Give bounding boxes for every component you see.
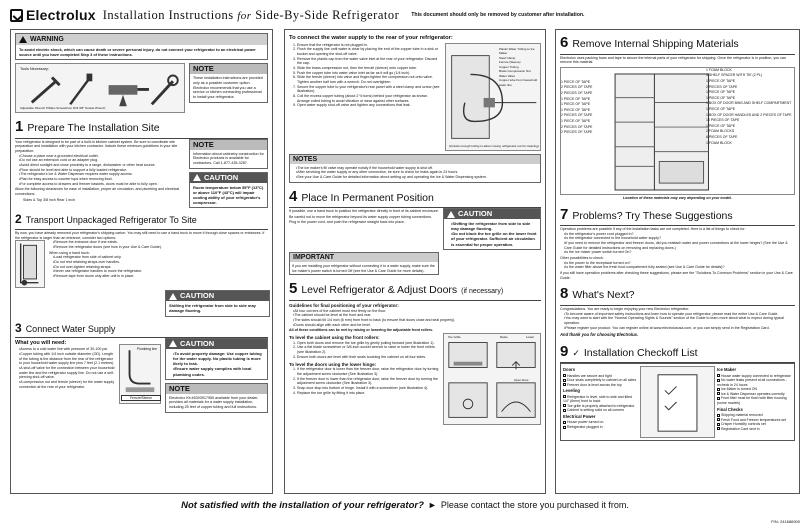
list-item: • Do not rest retaining straps over handles. <box>53 260 268 265</box>
list-item: • You may want to start with the "Normal Operating Sights & Sounds" section of the Guide to learn more about what to expect during typical operation. <box>564 316 795 325</box>
diagram-label: Plastic Water Tubing to Ice Maker <box>499 46 535 56</box>
list-item: • To avoid property damage: Use copper tubing for the water supply. No plastic tubing is more likely to leak. <box>173 351 264 367</box>
step-item: 8. Coil the excess copper tubing (about 2 ½ turns) behind your refrigerator as shown. Arrange coiled tubing to avoid vibration or wear against other surfaces. <box>297 94 441 103</box>
fridge-label: 1 PIECE OF TAPE <box>561 107 591 112</box>
list-item: • Is the power to the receptacle turned on? <box>564 261 795 266</box>
fridge-label: 10 PIECES OF TAPE <box>706 118 740 123</box>
page-footer <box>10 498 800 514</box>
header-notice: This document should only be removed by customer after installation. <box>411 11 585 18</box>
note-text: These installation instructions are provided only as a possible customer option. Electrolux recommends that you use a service or kitchen contracting professional to install your refrigerator. <box>192 76 263 100</box>
list-item: • Ensure water supply complies with local plumbing codes. <box>173 366 264 376</box>
section-title-text: Level Refrigerator & Adjust Doors <box>301 284 458 297</box>
check-power-heading: Electrical Power <box>563 413 596 419</box>
fridge-label: 1 FOAM BLOCK <box>706 67 732 72</box>
list-item: • Floor should be level and able to support a fully loaded refrigerator. <box>19 168 185 173</box>
diagram-label: Copper tube from household water line <box>499 78 538 87</box>
s4-p1: If possible, use a hand truck to position the refrigerator directly in front of its cabinet enclosure. <box>289 209 439 214</box>
checkbox-icon <box>563 383 566 386</box>
s2-bullets <box>53 255 268 278</box>
s5-level-steps <box>297 341 439 360</box>
fridge-label: 1 BOX OF DOOR HANDLES AND 2 PIECES OF TAPE <box>706 112 792 117</box>
tools-illustration <box>15 63 185 113</box>
list-item: • A shut-off valve for the connection between your household water line and the refrigerator supply line. Do not use a self-piercing shut-off valve. <box>19 366 115 380</box>
step-item: 4. Slide the brass compression nut, then the ferrule (sleeve) onto copper tube. <box>297 66 441 71</box>
check-final-heading: Final Checks <box>717 406 743 412</box>
note-box-2 <box>189 139 268 169</box>
section-title-text: Prepare The Installation Site <box>27 122 160 135</box>
fridge-label: 1 PIECE OF TAPE <box>561 96 591 101</box>
checklist-item: Registration Card sent in <box>717 427 792 432</box>
list-item: • Please register your product. You can register online at www.electroluxusa.com, or you can simply send in the Registration Card. <box>564 326 795 331</box>
caution-box-4 <box>443 208 541 250</box>
fridge-label: 2 PIECES OF TAPE <box>561 85 593 90</box>
step-item: 1. If the refrigerator door is lower than the freezer door, raise the refrigerator door by turning the adjustment screw clockwise (See illustration 3). <box>297 367 439 376</box>
checklist-item: Fresh Food and Freezer temperatures set <box>717 418 792 423</box>
check-final <box>717 413 792 431</box>
caution-box-2 <box>165 290 270 316</box>
section-title-text: Place In Permanent Position <box>301 191 434 204</box>
list-item: • Do not over-tighten retaining straps. <box>53 265 268 270</box>
s6-text: Electrolux uses packing foam and tape to secure the internal parts of your refrigerator for shipping. Once the refrigerator is in position, you can remove this material. <box>560 55 786 65</box>
section-6-title <box>560 33 795 55</box>
notes-label: NOTES <box>293 155 318 163</box>
checklist-item: Cabinet is setting solid on all corners <box>563 408 638 413</box>
footer-strong: Not satisfied with the installation of your refrigerator? <box>181 499 424 511</box>
section-title-text: Installation Checkoff List <box>583 346 698 359</box>
note-label: NOTE <box>190 140 267 150</box>
warning-bar <box>16 34 267 45</box>
check-doors-heading: Doors <box>563 367 576 373</box>
checklist-item: Refrigerator is level, side to side and tilted 1/4" (6mm) front to back <box>563 394 632 404</box>
section-title-text: Transport Unpackaged Refrigerator To Site <box>25 215 197 226</box>
caution-icon <box>447 211 455 218</box>
caution-bar <box>444 209 540 219</box>
s1-bullets <box>19 154 185 187</box>
list-item: • Avoid direct sunlight and close proximity to a range, dishwasher or other heat source. <box>19 163 185 168</box>
list-item: • The cabinet should be level at the front and rear. <box>293 313 541 318</box>
check-level <box>563 395 638 413</box>
list-item: • Is the refrigerator's power cord plugged in? <box>564 232 795 237</box>
list-item: • Copper tubing with 1/4 inch outside diameter (OD). Length of the tubing is the distance from the rear of the refrigerator to your household water supply line plus 7 feet (2.1 meters). <box>19 352 115 366</box>
notes-bar <box>290 155 540 164</box>
step-item: 2. Use a flat blade screwdriver or 3/8-inch socket wrench to raise or lower the front rollers (see illustration 2). <box>297 345 439 354</box>
checklist-item: Crisper Humidity controls set <box>717 422 792 427</box>
section-number: 6 <box>560 34 569 51</box>
list-item: • Access to a cold water line with pressure of 30-100 psi. <box>19 347 115 352</box>
water-title: To connect the water supply to the rear of your refrigerator: <box>289 35 453 41</box>
s3-need: What you will need: <box>15 340 67 347</box>
step-item: 6. Slide the ferrule (sleeve) into valve and finger-tighten the compression nut onto valve. Tighten another half turn with a wrench. Do not overtighten. <box>297 75 441 84</box>
column-left <box>10 29 273 494</box>
important-label: IMPORTANT <box>293 253 335 261</box>
step-item: 1. Ensure that the refrigerator is not plugged in. <box>297 43 441 48</box>
step-item: 2. If the freezer door is lower than the refrigerator door, raise the freezer door by turning the adjustment screw clockwise (See illustration 3). <box>297 377 439 386</box>
note-text: Information about cabinetry construction for Electrolux products is available for contractors. Call 1-877-435-3287. <box>192 151 264 166</box>
section-title-note: (if necessary) <box>461 288 504 296</box>
step-item: 3. Remove the plastic cap from the water valve inlet at the rear of your refrigerator. Discard the cap. <box>297 57 441 66</box>
list-item: • The refrigerator's Ice & Water Dispenser requires water supply access. <box>19 172 185 177</box>
title-for: for <box>237 9 252 22</box>
s1-clearance: Sides & Top 3/8 inch Rear 1 inch <box>23 197 76 202</box>
s5-guides <box>293 309 541 328</box>
step-item: 1. Open both doors and remove the toe grille by gently pulling forward (see illustration 1). <box>297 341 439 346</box>
check-power <box>563 420 638 429</box>
checkbox-icon <box>563 374 566 377</box>
s2-intro: By now, you have already removed your refrigerator's shipping carton. You may still need to use a hand truck to move it through close spaces or entrances. If the refrigerator is larger than an entrance, consider two options: <box>15 231 265 240</box>
checkbox-icon <box>563 409 566 412</box>
important-text: If you are installing your refrigerator without connecting it to a water supply, make sure the ice maker's power switch is turned Off (see the Use & Care Guide for more details). <box>292 263 435 273</box>
s8-thanks: And thank you for choosing Electrolux. <box>560 332 639 338</box>
step-item: 7. Secure the copper tube to your refrigerator's rear panel with a steel clamp and screw (see illustration). <box>297 85 441 94</box>
plumbing-label: Plumbing line <box>136 347 158 352</box>
list-item: • Remove the refrigerator doors (see how in your Use & Care Guide). <box>53 245 268 250</box>
fridge-label: 2 PIECES OF TAPE <box>561 113 593 118</box>
fridge-right-labels <box>706 68 794 146</box>
diagram-label: Steel Clamp <box>499 55 516 60</box>
section-8-title <box>560 284 795 306</box>
shipping-materials-diagram <box>560 67 795 195</box>
section-number: 5 <box>289 280 298 298</box>
s7-intro: Operation problems are possible if any of the installation tasks are not completed. Here is a list of things to check for: <box>560 227 746 232</box>
list-item: • The sides should tilt 1/4 inch (6 mm) from front to back (to ensure that doors close and seal properly). <box>293 318 541 323</box>
s2-handtruck: When using a hand truck: <box>49 250 90 255</box>
fig-label-open-door: Open Door <box>514 377 529 382</box>
fridge-label: 1 PIECE OF TAPE <box>561 79 591 84</box>
checklist-item: Freezer door is level across the top <box>563 383 638 388</box>
fig-label-toe-grille: Toe Grille <box>448 334 461 339</box>
section-7-title <box>560 205 795 227</box>
fridge-label: 1 PIECE OF TAPE <box>706 79 736 84</box>
list-item: • Choose a place near a grounded electrical outlet. <box>19 154 185 159</box>
checkbox-icon <box>563 395 566 398</box>
step-item: 3. Ensure both doors are level with their seals touching the cabinet on all four sides. <box>297 355 439 360</box>
fridge-label: 1 PIECE OF TAPE <box>706 90 736 95</box>
fig-label-raise: Raise <box>500 334 508 339</box>
list-item: • After servicing the water supply or any other connection, be sure to check for leaks again in 24 hours. <box>296 170 538 175</box>
note-text: Electrolux Kit #5303917950 available from your dealer, provides all materials for a water supply installation, including 25 feet of copper tubing and full instructions. <box>169 395 259 410</box>
checklist-item: Front filter must be flush with filter housing (some models) <box>717 396 787 405</box>
checklist-item: Ice & Water Dispenser operates correctly <box>717 392 792 397</box>
list-item: • Do not use an extension cord or an adapter plug. <box>19 158 185 163</box>
list-item: • For complete access to drawers and freezer baskets, doors must be able to fully open. <box>19 182 185 187</box>
list-item: • A compression nut and ferrule (sleeve) for the water supply connection at the rear of your refrigerator. <box>19 380 115 389</box>
plumbing-illustration <box>119 344 161 404</box>
list-item: • Remove tape from doors only after unit is in place. <box>53 274 268 279</box>
page-header <box>10 7 800 23</box>
diagram-label: Brass Compression Nut <box>499 69 531 74</box>
step-item: 2. Flush the supply line until water is clear by placing the end of the copper tube in a sink or bucket and opening the shut-off valve. <box>297 47 441 56</box>
section-number: 9 <box>560 342 569 360</box>
fridge-label: 2 PIECES OF TAPE <box>561 124 593 129</box>
checklist-item: Handles are secure and tight <box>563 374 638 379</box>
fridge-label: 4 SHELF SPACER WITH TIE (2 PL) <box>706 73 763 78</box>
warning-label: WARNING <box>30 36 64 43</box>
s7-other: Other possibilities to check: <box>560 256 604 261</box>
column-middle <box>284 29 546 494</box>
doc-title <box>103 7 400 23</box>
checkmark-icon: ✓ <box>572 347 580 358</box>
s2-options <box>53 240 268 249</box>
note-label: NOTE <box>166 384 267 394</box>
list-item: • Is the ice maker power switch turned On? <box>564 250 795 255</box>
title-product: Side-By-Side Refrigerator <box>255 7 400 22</box>
list-item: • Shifting the refrigerator from side to side may damage flooring. <box>451 221 537 231</box>
diagram-caption: (Include enough tubing to allow moving refrigerator out for cleaning) <box>448 143 539 148</box>
hand-truck-illustration <box>15 240 45 288</box>
checkbox-icon <box>717 379 720 382</box>
electrolux-logo-icon <box>10 9 23 22</box>
notes-box <box>289 154 541 183</box>
fig-label-lower: Lower <box>526 334 535 339</box>
leveling-illustrations <box>443 333 541 425</box>
step-item: 5. Push the copper tube into water valve inlet as far as it will go (1/4 inch). <box>297 71 441 76</box>
s8-intro: Congratulations. You are ready to begin enjoying your new Electrolux refrigerator. <box>560 306 690 311</box>
caution-text: Shifting the refrigerator from side to side may damage flooring. <box>169 303 256 314</box>
step-item: 3. Snap door stop into bottom of hinge. Install it with a screwdriver (see illustration 4). <box>297 386 439 391</box>
part-number: P/N: 241686900 <box>771 519 800 524</box>
s7-items <box>564 232 795 255</box>
s1-intro: Your refrigerator is designed to be part of a built-in kitchen cabinet system. Be sure to coordinate site preparation and installation with your kitchen contractor. Include these minimum guidelines in your site preparation: <box>15 139 178 154</box>
s7-outro: If you still have operation problems after checking these suggestions, please see the "Solutions To Common Problems" section in your Use & Care Guide. <box>560 271 793 280</box>
check-level-heading: Leveling <box>563 388 580 394</box>
fridge-label: 2 PIECES OF TAPE <box>561 91 593 96</box>
list-item: • The ice maker's fill valve may operate noisily if the household water supply is shut off. <box>296 166 538 171</box>
checkbox-icon <box>717 392 720 395</box>
list-item: • Doors should align with each other and be level. <box>293 323 541 328</box>
fridge-label: 1 PIECE OF TAPE <box>706 123 736 128</box>
section-2-title <box>15 212 268 230</box>
step-item: 9. Open water supply shut-off valve and tighten any connections that leak. <box>297 103 441 108</box>
checkbox-icon <box>717 388 720 391</box>
fridge-label: 6 PIECES OF TAPE <box>706 134 738 139</box>
diagram-label: Water Valve <box>499 73 516 78</box>
section-1-title <box>15 117 268 139</box>
diagram-labels <box>499 47 539 88</box>
warning-icon <box>19 36 27 43</box>
checkbox-icon <box>563 426 566 429</box>
fridge-label: 1 PIECE OF TAPE <box>706 107 736 111</box>
caution-label: CAUTION <box>458 209 493 219</box>
fridge-label: 2 PIECES OF TAPE <box>561 130 593 135</box>
list-item: • Is the water filter above the fresh food compartment fully seated (see Use & Care Guide for details)? <box>564 265 795 270</box>
section-4-title <box>289 187 541 209</box>
list-item: • All four corners of the cabinet must rest firmly on the floor. <box>293 309 541 314</box>
caution-icon <box>169 293 177 300</box>
list-item: • To become aware of important safety instructions and learn how to operate your refrigerator, please read the entire Use & Care Guide. <box>564 312 795 317</box>
s5-door-head: To level the doors using the lower hinge: <box>289 361 377 367</box>
warning-box <box>15 33 268 60</box>
list-item: • Do not block the toe grille on the lower front of your refrigerator. Sufficient air circulation is essential for proper operation. <box>451 231 537 247</box>
caution-label: CAUTION <box>203 172 239 182</box>
note-box-3 <box>165 383 268 413</box>
caution-icon <box>169 340 177 347</box>
note-label: NOTE <box>190 64 267 74</box>
clipboard-icon <box>641 367 714 437</box>
section-number: 7 <box>560 205 569 223</box>
check-doors <box>563 374 638 388</box>
arrow-right-icon: ► <box>427 500 437 511</box>
title-main: Installation Instructions <box>102 7 234 22</box>
fridge-left-labels <box>561 80 611 136</box>
s7-other-items <box>564 261 795 270</box>
water-connection-diagram <box>445 43 541 151</box>
section-number: 8 <box>560 285 569 303</box>
diagram-label: Ferrule (Sleeve) <box>499 60 521 65</box>
water-steps <box>297 43 441 108</box>
caution-items <box>173 351 264 377</box>
tools-caption: Adjustable Wrench Phillips Screwdriver Drill 3/8" Socket Wrench <box>20 106 106 111</box>
checkbox-icon <box>563 404 566 407</box>
brand-logo <box>10 6 96 24</box>
ferrule-label: Ferrule/Sleeve <box>121 395 161 401</box>
checklist-item: No water leaks present at all connections - recheck in 24 hours <box>717 378 787 387</box>
list-item: • See your Use & Care Guide for detailed information about setting up and operating the Ice & Water Dispensing system. <box>296 175 538 180</box>
checklist-item: Toe grille is properly attached to refrigerator <box>563 404 638 409</box>
fridge-label: 1 BOX OF DOOR BINS AND SHELF COMPARTMENT <box>706 101 792 106</box>
diagram-label: Copper Tubing <box>499 64 519 69</box>
caution-text: Room temperature below 55°F (13°C) or above 110°F (43°C) will impair cooling ability of your refrigerator's compressor. <box>192 184 264 206</box>
s4-p3: Plug in the power cord, and push the refrigerator straight back into place. <box>289 220 405 225</box>
s5-guide-head: Guidelines for final positioning of your refrigerator: <box>289 302 399 308</box>
checkbox-icon <box>717 418 720 421</box>
caution-box-3 <box>165 338 268 380</box>
checklist-item: Shipping material removed <box>717 413 792 418</box>
important-bar <box>290 253 438 262</box>
brand-name: Electrolux <box>26 6 96 23</box>
fridge-label: 2 PIECES OF TAPE <box>706 84 738 89</box>
section-9-title <box>560 342 795 364</box>
tools-label: Tools Necessary: <box>20 67 49 72</box>
section-5-title <box>289 279 541 301</box>
s8-items <box>564 312 795 331</box>
notes-items <box>294 164 540 182</box>
caution-bar <box>166 339 267 349</box>
checkbox-icon <box>717 423 720 426</box>
checklist-item: Door seals completely to cabinet on all sides <box>563 378 638 383</box>
list-item: • If you need to remove the refrigerator and freezer doors, did you reattach water and power connections at the lower hinges? (See the Use & Care Guide for detailed instructions on removing and replacing doors.) <box>564 241 795 250</box>
fridge-caption: Location of these materials may vary depending on your model. <box>622 195 733 200</box>
list-item: • Never use refrigerator handles to move the refrigerator. <box>53 269 268 274</box>
section-title-text: What's Next? <box>572 289 635 302</box>
s1-outro: Allow the following clearances for ease of installation, proper air circulation, and plumbing and electrical connections: <box>15 187 180 197</box>
caution-bar <box>166 291 269 301</box>
caution-bar <box>190 173 267 183</box>
list-item: • Is the refrigerator connected to the household water supply? <box>564 236 795 241</box>
section-title-text: Problems? Try These Suggestions <box>572 209 733 222</box>
s4-p2: Be careful not to move the refrigerator beyond its water supply copper tubing connections. <box>289 214 433 219</box>
caution-box-1 <box>189 172 268 209</box>
checkbox-icon <box>717 414 720 417</box>
s5-level-head: To level the cabinet using the front rollers: <box>289 334 380 340</box>
caution-items <box>451 221 537 247</box>
checkbox-icon <box>563 421 566 424</box>
checkbox-icon <box>717 374 720 377</box>
column-right <box>555 29 800 494</box>
caution-icon <box>193 174 201 181</box>
caution-label: CAUTION <box>180 291 215 301</box>
checklist-item: House power turned on <box>563 420 638 425</box>
s5-door-steps <box>297 367 439 395</box>
checklist-item: House water supply connected to refrigerator <box>717 374 792 379</box>
checkbox-icon <box>717 427 720 430</box>
check-ice-heading: Ice Maker <box>717 367 737 373</box>
checklist-item: Refrigerator plugged in <box>563 425 638 430</box>
caution-label: CAUTION <box>180 339 215 349</box>
list-item: • Remove the entrance door if one exists. <box>53 240 268 245</box>
section-number: 4 <box>289 187 298 205</box>
fridge-label: 1 PIECE OF TAPE <box>561 102 591 107</box>
section-number: 1 <box>15 118 24 136</box>
important-box <box>289 252 439 275</box>
s3-bullets <box>19 347 115 389</box>
checklist-item: Ice Maker is turned ON <box>717 387 792 392</box>
fridge-label: 1 PIECE OF TAPE <box>561 119 591 123</box>
section-3-title <box>15 321 268 339</box>
checklist-illustration <box>640 366 715 438</box>
section-title-text: Remove Internal Shipping Materials <box>572 38 739 50</box>
list-item: • Plan for easy access to counter tops when removing food. <box>19 177 185 182</box>
footer-plain: Please contact the store you purchased it from. <box>440 500 629 511</box>
warning-text: To avoid electric shock, which can cause death or severe personal injury, do not connect your refrigerator to an electrical power source until you have completed Step 3 of these instructions. <box>19 47 256 58</box>
hand-truck-icon <box>16 241 44 287</box>
list-item: • Load refrigerator from side of cabinet only. <box>53 255 268 260</box>
section-number: 3 <box>15 320 22 335</box>
s5-guide-foot: All of these conditions can be met by raising or lowering the adjustable front rollers. <box>289 328 433 333</box>
check-ice <box>717 374 792 406</box>
checkbox-icon <box>563 379 566 382</box>
section-title-text: Connect Water Supply <box>25 323 116 334</box>
checkoff-list <box>560 363 795 441</box>
fridge-label: 1 FOAM BLOCK <box>706 140 732 145</box>
fridge-label: 1 PIECE OF TAPE <box>706 95 736 100</box>
checkbox-icon <box>717 397 720 400</box>
step-item: 4. Replace the toe grille by fitting it into place. <box>297 391 439 396</box>
note-box-1 <box>189 63 268 103</box>
fridge-label: 2 FOAM BLOCKS <box>706 129 735 134</box>
section-number: 2 <box>15 212 22 227</box>
